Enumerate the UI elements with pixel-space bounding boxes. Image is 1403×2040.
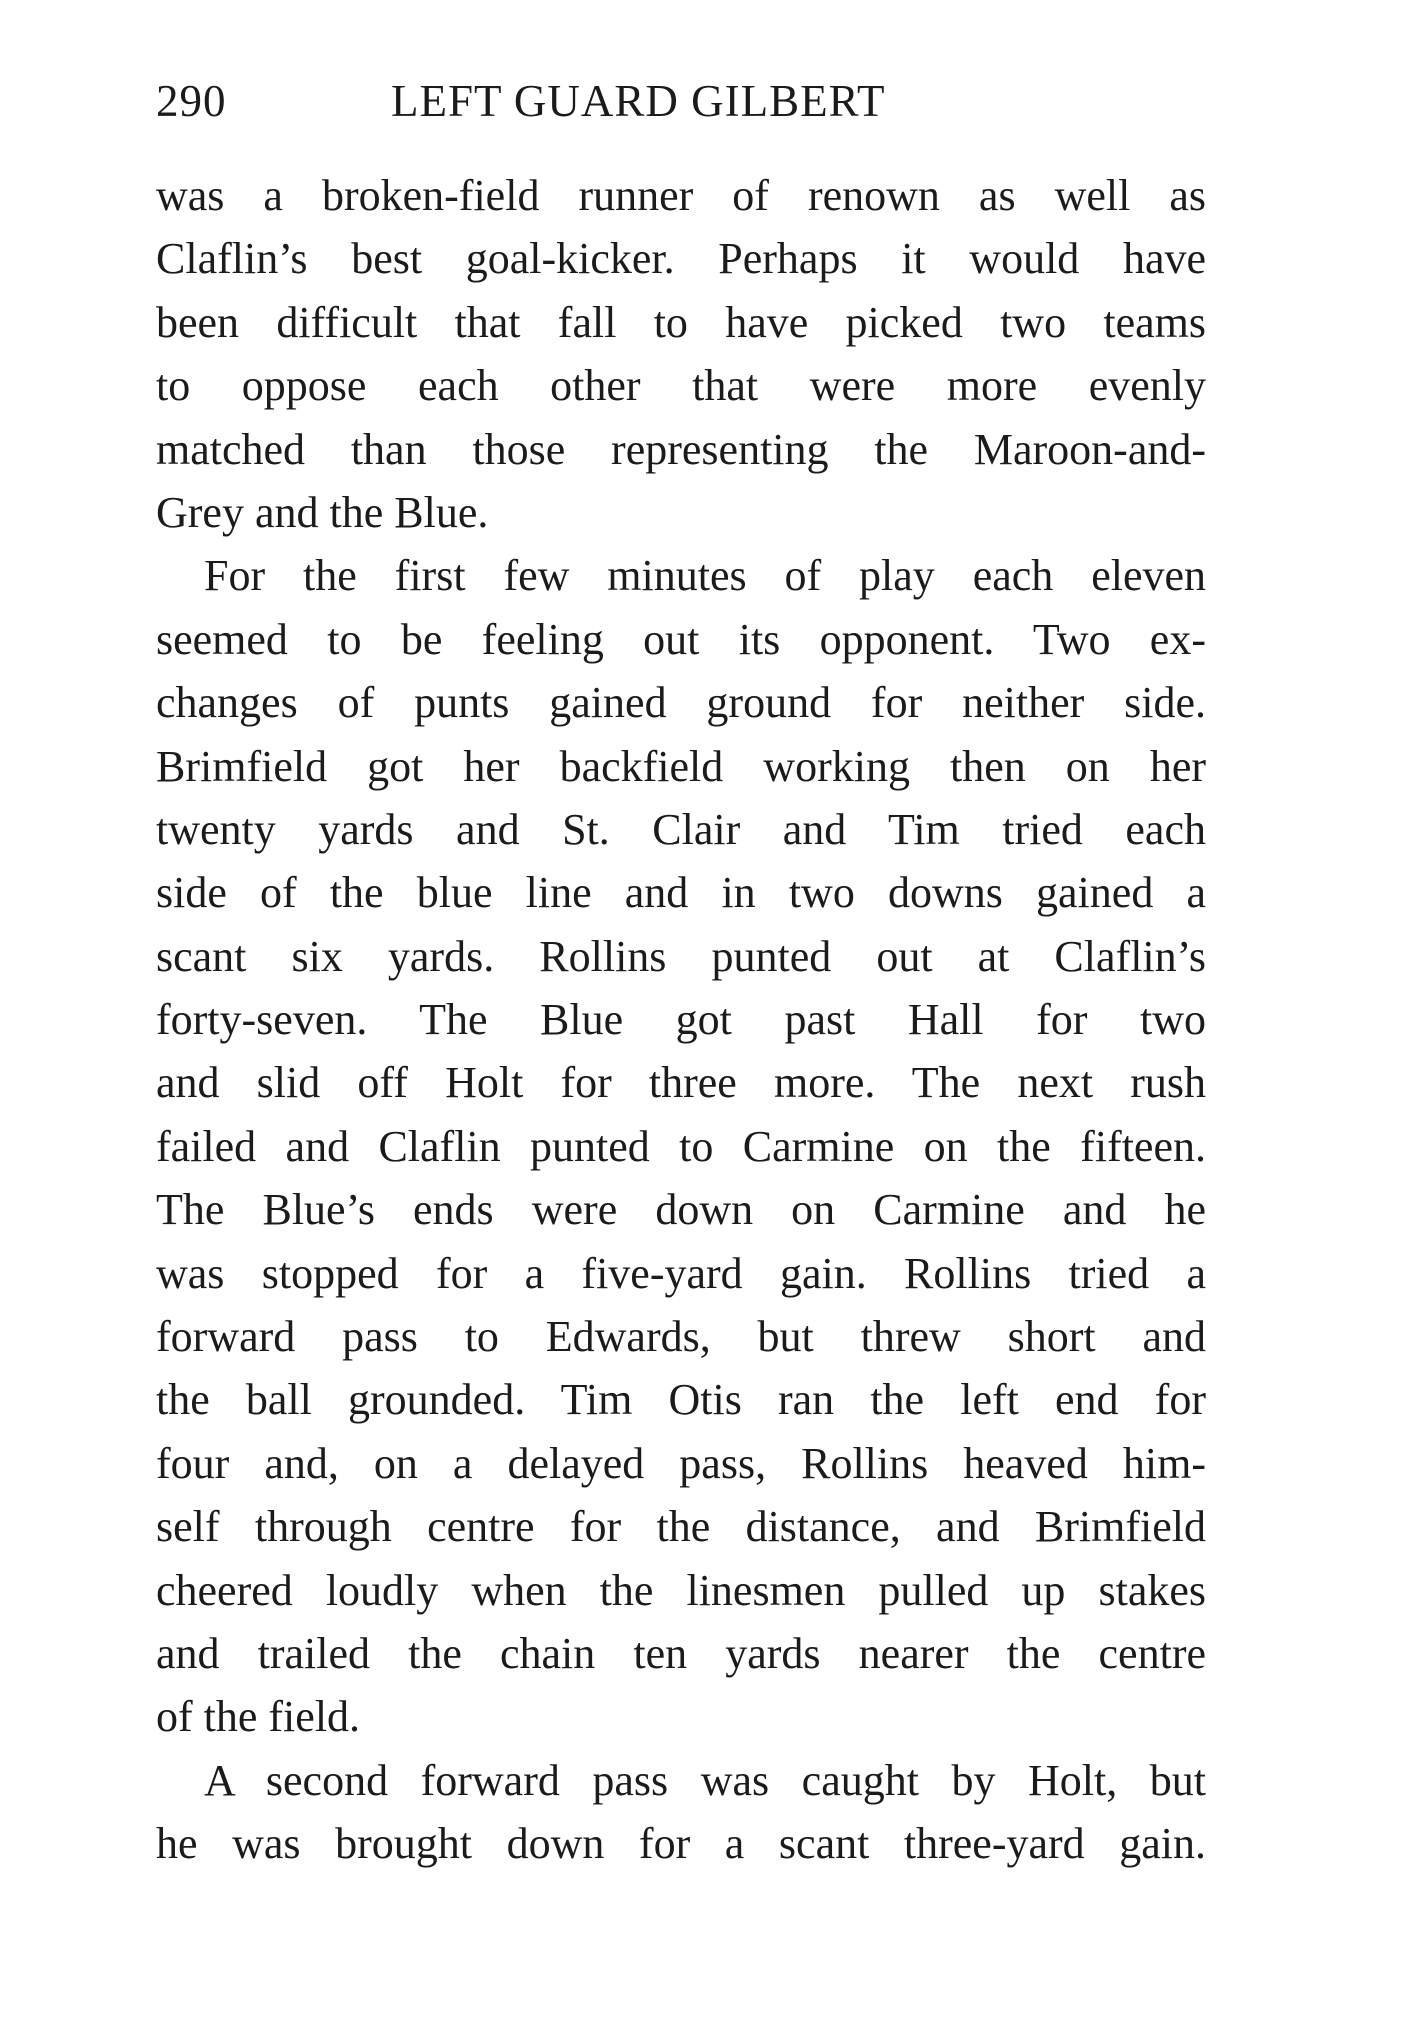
text-line: four and, on a delayed pass, Rollins heaved him-	[156, 1438, 1206, 1488]
text-line: forward pass to Edwards, but threw short and	[156, 1312, 1206, 1362]
page-header	[156, 68, 1216, 134]
running-head: LEFT GUARD GILBERT	[391, 76, 886, 126]
text-line: been difficult that fall to have picked two teams	[156, 297, 1206, 347]
text-line: the ball grounded. Tim Otis ran the left end for	[156, 1375, 1206, 1425]
text-line: self through centre for the distance, and Brimfield	[156, 1502, 1206, 1552]
text-line: The Blue’s ends were down on Carmine and he	[156, 1185, 1206, 1235]
text-line: failed and Claflin punted to Carmine on the fifteen.	[156, 1121, 1206, 1171]
text-line: Grey and the Blue.	[156, 487, 489, 537]
text-line: Claflin’s best goal-kicker. Perhaps it would have	[156, 234, 1206, 284]
body-text	[156, 164, 1206, 1876]
text-line: of the field.	[156, 1692, 361, 1742]
text-line: he was brought down for a scant three-yard gain.	[156, 1819, 1206, 1869]
text-line: cheered loudly when the linesmen pulled up stakes	[156, 1565, 1206, 1615]
text-line: Brimfield got her backfield working then on her	[156, 741, 1206, 791]
text-line: was a broken-field runner of renown as well as	[156, 171, 1206, 220]
text-line: changes of punts gained ground for neither side.	[156, 678, 1206, 728]
text-line: seemed to be feeling out its opponent. Two ex-	[156, 614, 1206, 664]
text-line: twenty yards and St. Clair and Tim tried each	[156, 804, 1206, 854]
text-line: to oppose each other that were more evenly	[156, 361, 1206, 411]
text-line: was stopped for a five-yard gain. Rollins tried a	[156, 1248, 1206, 1298]
text-line: and trailed the chain ten yards nearer the centre	[156, 1628, 1206, 1678]
paragraph-first-line: A second forward pass was caught by Holt, but	[204, 1755, 1206, 1805]
paragraph-first-line: For the first few minutes of play each eleven	[204, 551, 1206, 601]
text-line: scant six yards. Rollins punted out at Claflin’s	[156, 931, 1206, 981]
text-line: forty-seven. The Blue got past Hall for two	[156, 995, 1206, 1045]
page-number: 290	[156, 76, 227, 126]
text-line: side of the blue line and in two downs gained a	[156, 868, 1206, 918]
text-line: matched than those representing the Maroon-and-	[156, 424, 1206, 474]
text-line: and slid off Holt for three more. The next rush	[156, 1058, 1206, 1108]
